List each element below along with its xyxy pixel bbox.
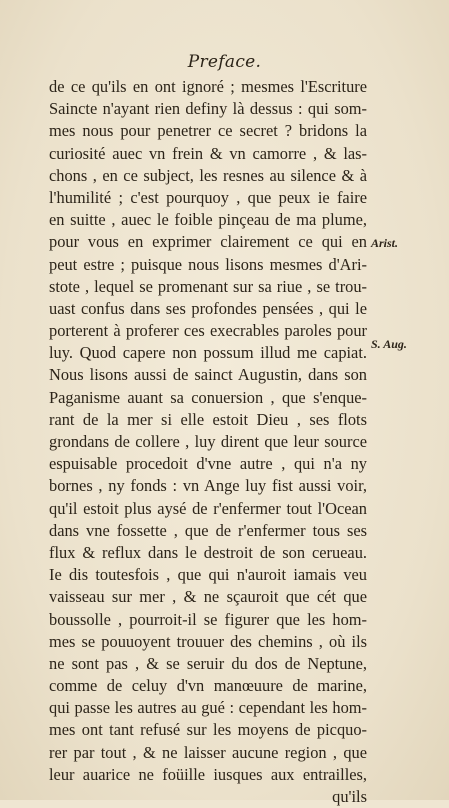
text-line: leur auarice ne foüille iusques aux entrailles, xyxy=(49,764,367,784)
text-line: qu'il estoit plus aysé de r'enfermer tout l'Ocean xyxy=(49,498,367,518)
text-line: mes se pouuoyent trouuer des chemins , où ils xyxy=(49,631,367,651)
text-line: vaisseau sur mer , & ne sçauroit que cét que xyxy=(49,587,367,607)
text-line: rant de la mer si elle estoit Dieu , ses flots xyxy=(49,409,367,429)
page-header: Preface. xyxy=(187,52,262,72)
text-line: comme de celuy d'vn manœuure de marine, xyxy=(49,676,367,696)
text-line: ne sont pas , & se seruir du dos de Neptune, xyxy=(49,653,367,673)
text-line: stote , lequel se promenant sur sa riue , se trou- xyxy=(49,276,367,296)
text-line: Nous lisons aussi de sainct Augustin, dans son xyxy=(49,365,367,385)
text-line: chons , en ce subject, les resnes au silence & à xyxy=(49,165,367,185)
text-line: espuisable procedoit d'vne autre , qui n'a ny xyxy=(49,454,367,474)
margin-note-arist: Arist. xyxy=(371,236,399,250)
text-line: luy. Quod capere non possum illud me capiat. xyxy=(49,343,367,363)
text-line: pour vous en exprimer clairement ce qui en xyxy=(49,232,367,252)
text-line: bornes , ny fonds : vn Ange luy fist aussi voir, xyxy=(49,476,367,496)
text-line: boussolle , pourroit-il se figurer que les hom- xyxy=(49,609,367,629)
text-line: dans vne fossette , que de r'enfermer tous ses xyxy=(49,520,367,540)
text-line: qui passe les autres au gué : cependant les hom- xyxy=(49,698,367,718)
text-line: peut estre ; puisque nous lisons mesmes d'Ari- xyxy=(49,254,367,274)
text-line: de ce qu'ils en ont ignoré ; mesmes l'Escriture xyxy=(49,77,367,96)
catchword: qu'ils xyxy=(332,787,367,806)
text-line: Saincte n'ayant rien definy là dessus : qui som- xyxy=(49,99,367,119)
text-line: mes ont tant refusé sur les moyens de picquo- xyxy=(49,720,367,740)
text-line: porterent à proferer ces execrables paroles pour xyxy=(49,321,367,341)
text-line: flux & reflux dans le destroit de son cerueau. xyxy=(49,542,367,562)
text-line: Paganisme auant sa conuersion , que s'enque- xyxy=(49,387,367,407)
text-line: mes nous pour penetrer ce secret ? bridons la xyxy=(49,121,367,141)
margin-note-saint-augustin: S. Aug. xyxy=(371,337,407,351)
text-line: l'humilité ; c'est pourquoy , que peux ie faire xyxy=(49,187,367,207)
text-line: rer par tout , & ne laisser aucune region , que xyxy=(49,742,367,762)
text-line: Ie dis toutesfois , que qui n'auroit iamais veu xyxy=(49,565,367,585)
text-line: grondans de collere , luy dirent que leur source xyxy=(49,432,367,451)
text-line: en suitte , auec le foible pinçeau de ma plume, xyxy=(49,210,367,230)
text-line: uast confus dans ses profondes pensées , qui le xyxy=(49,298,367,318)
text-line: curiosité auec vn frein & vn camorre , & las- xyxy=(49,143,367,163)
body-text xyxy=(49,76,367,808)
